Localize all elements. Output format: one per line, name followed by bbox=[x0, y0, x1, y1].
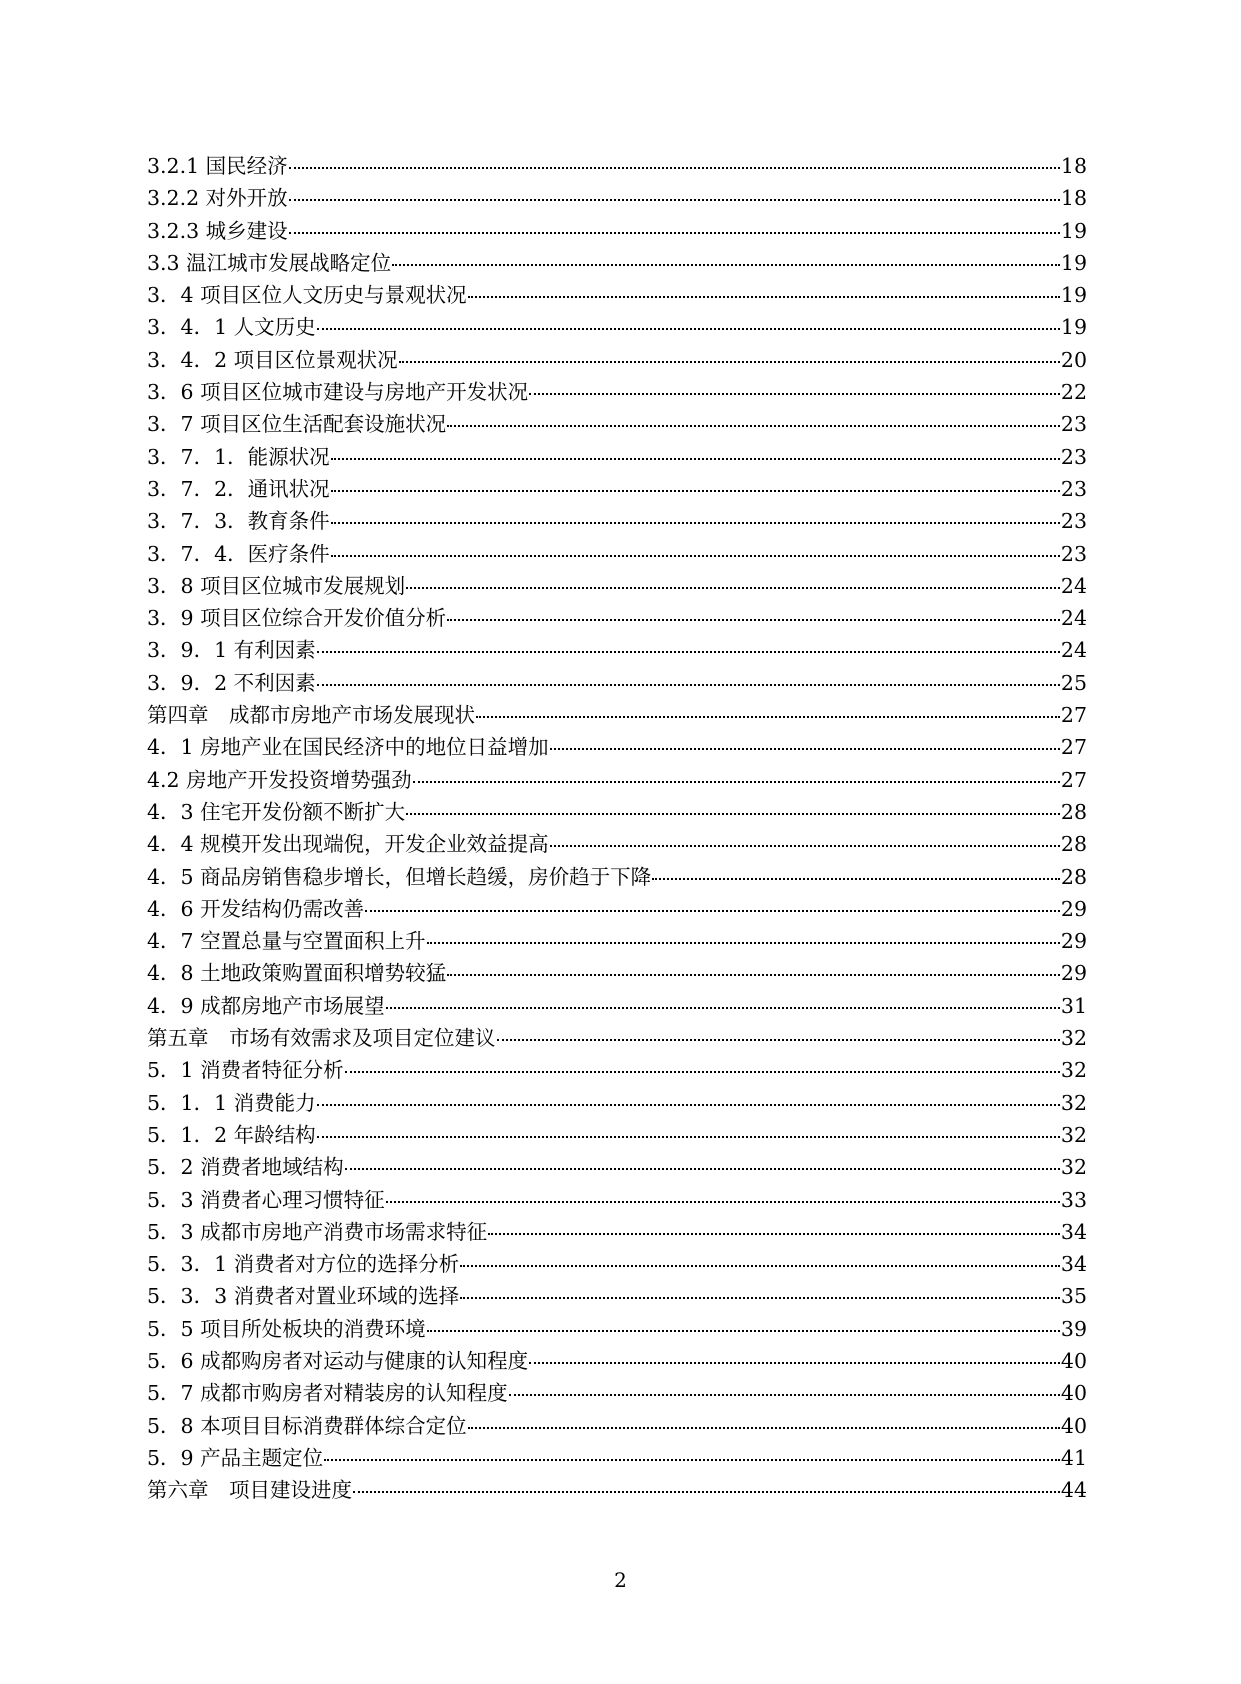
toc-entry-title: 3.2.2 对外开放 bbox=[147, 186, 288, 211]
toc-entry-title: 5．8 本项目目标消费群体综合定位 bbox=[147, 1413, 467, 1438]
toc-entry-page: 34 bbox=[1060, 1219, 1087, 1244]
toc-entry-title: 4．7 空置总量与空置面积上升 bbox=[147, 929, 426, 954]
toc-entry[interactable] bbox=[147, 1345, 1087, 1377]
toc-dot-leader bbox=[324, 1458, 1060, 1461]
toc-dot-leader bbox=[289, 166, 1060, 169]
toc-dot-leader bbox=[413, 780, 1060, 783]
toc-dot-leader bbox=[386, 1200, 1060, 1203]
toc-dot-leader bbox=[468, 295, 1060, 298]
toc-dot-leader bbox=[447, 973, 1060, 976]
toc-entry[interactable] bbox=[147, 796, 1087, 828]
toc-entry[interactable] bbox=[147, 1022, 1087, 1054]
toc-entry-page: 32 bbox=[1060, 1026, 1087, 1051]
toc-entry-title: 3．4 项目区位人文历史与景观状况 bbox=[147, 283, 467, 308]
toc-entry[interactable] bbox=[147, 764, 1087, 796]
toc-entry[interactable] bbox=[147, 505, 1087, 537]
toc-dot-leader bbox=[509, 1393, 1060, 1396]
toc-entry[interactable] bbox=[147, 1410, 1087, 1442]
toc-dot-leader bbox=[386, 1006, 1060, 1009]
toc-entry-page: 32 bbox=[1060, 1090, 1087, 1115]
toc-entry-page: 19 bbox=[1060, 315, 1087, 340]
toc-dot-leader bbox=[529, 392, 1060, 395]
toc-entry-title: 3．4．2 项目区位景观状况 bbox=[147, 347, 398, 372]
toc-entry[interactable] bbox=[147, 1216, 1087, 1248]
toc-entry-page: 34 bbox=[1060, 1252, 1087, 1277]
toc-dot-leader bbox=[317, 650, 1060, 653]
toc-entry-title: 3.2.1 国民经济 bbox=[147, 154, 288, 178]
toc-entry-page: 32 bbox=[1060, 1122, 1087, 1147]
page-number: 2 bbox=[614, 1568, 627, 1592]
toc-entry-title: 5．6 成都购房者对运动与健康的认知程度 bbox=[147, 1348, 529, 1373]
toc-entry[interactable] bbox=[147, 957, 1087, 989]
toc-entry-title: 第五章 市场有效需求及项目定位建议 bbox=[147, 1026, 496, 1051]
toc-dot-leader bbox=[317, 327, 1060, 330]
toc-entry-page: 29 bbox=[1060, 929, 1087, 954]
toc-entry-title: 5．7 成都市购房者对精装房的认知程度 bbox=[147, 1381, 508, 1406]
toc-entry[interactable] bbox=[147, 376, 1087, 408]
toc-entry[interactable] bbox=[147, 602, 1087, 634]
toc-entry-title: 5．2 消费者地域结构 bbox=[147, 1155, 344, 1180]
toc-entry[interactable] bbox=[147, 925, 1087, 957]
toc-entry[interactable] bbox=[147, 1377, 1087, 1409]
toc-dot-leader bbox=[550, 844, 1060, 847]
toc-entry-title: 5．5 项目所处板块的消费环境 bbox=[147, 1316, 426, 1341]
table-of-contents bbox=[147, 150, 1087, 1506]
toc-entry-page: 31 bbox=[1060, 993, 1087, 1018]
toc-entry-title: 3．8 项目区位城市发展规划 bbox=[147, 573, 406, 598]
toc-entry-page: 28 bbox=[1060, 799, 1087, 824]
toc-entry[interactable] bbox=[147, 1474, 1087, 1506]
toc-entry-page: 41 bbox=[1060, 1445, 1087, 1470]
toc-entry-page: 29 bbox=[1060, 896, 1087, 921]
toc-entry-page: 40 bbox=[1060, 1381, 1087, 1406]
toc-entry-page: 32 bbox=[1060, 1155, 1087, 1180]
toc-entry-title: 3．7．1．能源状况 bbox=[147, 444, 330, 469]
toc-dot-leader bbox=[317, 1135, 1060, 1138]
toc-dot-leader bbox=[345, 1167, 1060, 1170]
toc-dot-leader bbox=[460, 1264, 1060, 1267]
toc-entry-title: 3．9．2 不利因素 bbox=[147, 670, 316, 695]
toc-entry[interactable] bbox=[147, 279, 1087, 311]
toc-entry-page: 18 bbox=[1060, 154, 1087, 178]
toc-dot-leader bbox=[488, 1232, 1060, 1235]
toc-dot-leader bbox=[406, 586, 1060, 589]
toc-dot-leader bbox=[550, 747, 1060, 750]
toc-entry-title: 3．7．4．医疗条件 bbox=[147, 541, 330, 566]
toc-dot-leader bbox=[365, 909, 1060, 912]
toc-entry-page: 23 bbox=[1060, 541, 1087, 566]
toc-entry-page: 44 bbox=[1060, 1478, 1087, 1503]
toc-entry-page: 33 bbox=[1060, 1187, 1087, 1212]
toc-entry-title: 4．8 土地政策购置面积增势较猛 bbox=[147, 961, 447, 986]
toc-entry-page: 29 bbox=[1060, 961, 1087, 986]
toc-entry-title: 4．5 商品房销售稳步增长，但增长趋缓，房价趋于下降 bbox=[147, 864, 652, 889]
toc-entry-title: 第四章 成都市房地产市场发展现状 bbox=[147, 703, 475, 728]
toc-entry[interactable] bbox=[147, 1119, 1087, 1151]
toc-entry-page: 28 bbox=[1060, 864, 1087, 889]
toc-dot-leader bbox=[652, 877, 1060, 880]
toc-dot-leader bbox=[317, 683, 1060, 686]
toc-entry-title: 第六章 项目建设进度 bbox=[147, 1478, 352, 1503]
toc-entry-page: 23 bbox=[1060, 476, 1087, 501]
toc-dot-leader bbox=[399, 360, 1060, 363]
toc-entry-title: 5．3 消费者心理习惯特征 bbox=[147, 1187, 385, 1212]
toc-dot-leader bbox=[468, 1426, 1060, 1429]
toc-entry-page: 27 bbox=[1060, 703, 1087, 728]
toc-entry[interactable] bbox=[147, 1184, 1087, 1216]
toc-entry[interactable] bbox=[147, 150, 1087, 182]
toc-entry-title: 3.3 温江城市发展战略定位 bbox=[147, 250, 392, 275]
toc-entry-page: 23 bbox=[1060, 412, 1087, 437]
toc-entry-title: 5．9 产品主题定位 bbox=[147, 1445, 324, 1470]
toc-entry[interactable] bbox=[147, 990, 1087, 1022]
toc-entry[interactable] bbox=[147, 828, 1087, 860]
toc-entry-page: 24 bbox=[1060, 638, 1087, 663]
toc-entry-title: 5．1 消费者特征分析 bbox=[147, 1058, 344, 1083]
toc-entry-title: 5．3 成都市房地产消费市场需求特征 bbox=[147, 1219, 488, 1244]
toc-entry[interactable] bbox=[147, 861, 1087, 893]
toc-entry[interactable] bbox=[147, 731, 1087, 763]
toc-entry-title: 3．6 项目区位城市建设与房地产开发状况 bbox=[147, 380, 529, 405]
toc-entry-title: 5．1．2 年龄结构 bbox=[147, 1122, 316, 1147]
toc-entry-title: 3．9 项目区位综合开发价值分析 bbox=[147, 606, 447, 631]
toc-entry-page: 19 bbox=[1060, 283, 1087, 308]
toc-entry-page: 19 bbox=[1060, 218, 1087, 243]
toc-entry-page: 25 bbox=[1060, 670, 1087, 695]
toc-entry[interactable] bbox=[147, 893, 1087, 925]
toc-entry[interactable] bbox=[147, 1280, 1087, 1312]
toc-entry-title: 4.2 房地产开发投资增势强劲 bbox=[147, 767, 412, 792]
toc-entry-page: 23 bbox=[1060, 509, 1087, 534]
toc-dot-leader bbox=[353, 1490, 1060, 1493]
toc-entry-title: 4．4 规模开发出现端倪，开发企业效益提高 bbox=[147, 832, 549, 857]
toc-entry-page: 35 bbox=[1060, 1284, 1087, 1309]
toc-dot-leader bbox=[345, 1070, 1060, 1073]
toc-dot-leader bbox=[317, 1103, 1060, 1106]
toc-entry-title: 4．3 住宅开发份额不断扩大 bbox=[147, 799, 406, 824]
toc-entry[interactable] bbox=[147, 215, 1087, 247]
toc-entry-page: 18 bbox=[1060, 186, 1087, 211]
toc-dot-leader bbox=[331, 554, 1060, 557]
toc-entry[interactable] bbox=[147, 634, 1087, 666]
toc-entry[interactable] bbox=[147, 344, 1087, 376]
toc-dot-leader bbox=[460, 1296, 1060, 1299]
toc-entry[interactable] bbox=[147, 182, 1087, 214]
toc-entry-title: 4．9 成都房地产市场展望 bbox=[147, 993, 385, 1018]
toc-entry[interactable] bbox=[147, 441, 1087, 473]
toc-entry-title: 4．1 房地产业在国民经济中的地位日益增加 bbox=[147, 735, 549, 760]
toc-entry[interactable] bbox=[147, 473, 1087, 505]
toc-dot-leader bbox=[447, 618, 1060, 621]
toc-entry-title: 3．4．1 人文历史 bbox=[147, 315, 316, 340]
toc-entry-title: 4．6 开发结构仍需改善 bbox=[147, 896, 365, 921]
toc-entry-page: 20 bbox=[1060, 347, 1087, 372]
toc-entry[interactable] bbox=[147, 1248, 1087, 1280]
toc-dot-leader bbox=[406, 812, 1060, 815]
toc-dot-leader bbox=[331, 489, 1060, 492]
toc-entry-page: 27 bbox=[1060, 735, 1087, 760]
toc-dot-leader bbox=[331, 521, 1060, 524]
toc-dot-leader bbox=[529, 1361, 1060, 1364]
toc-entry-page: 40 bbox=[1060, 1413, 1087, 1438]
toc-entry-title: 3．9．1 有利因素 bbox=[147, 638, 316, 663]
toc-entry-page: 27 bbox=[1060, 767, 1087, 792]
toc-entry-page: 24 bbox=[1060, 606, 1087, 631]
toc-entry[interactable] bbox=[147, 538, 1087, 570]
toc-entry-page: 40 bbox=[1060, 1348, 1087, 1373]
toc-entry-title: 5．3．3 消费者对置业环域的选择 bbox=[147, 1284, 460, 1309]
toc-entry-title: 3．7 项目区位生活配套设施状况 bbox=[147, 412, 447, 437]
toc-dot-leader bbox=[289, 231, 1060, 234]
toc-entry-title: 3.2.3 城乡建设 bbox=[147, 218, 288, 243]
toc-entry-page: 19 bbox=[1060, 250, 1087, 275]
toc-dot-leader bbox=[476, 715, 1060, 718]
toc-dot-leader bbox=[331, 457, 1060, 460]
toc-entry[interactable] bbox=[147, 311, 1087, 343]
toc-entry[interactable] bbox=[147, 1054, 1087, 1086]
toc-dot-leader bbox=[427, 1329, 1060, 1332]
toc-dot-leader bbox=[447, 424, 1060, 427]
toc-entry[interactable] bbox=[147, 408, 1087, 440]
toc-entry-title: 5．1．1 消费能力 bbox=[147, 1090, 316, 1115]
toc-entry-title: 3．7．2．通讯状况 bbox=[147, 476, 330, 501]
toc-dot-leader bbox=[392, 263, 1060, 266]
toc-entry-title: 3．7．3．教育条件 bbox=[147, 509, 330, 534]
toc-entry[interactable] bbox=[147, 247, 1087, 279]
toc-entry[interactable] bbox=[147, 1151, 1087, 1183]
toc-entry[interactable] bbox=[147, 667, 1087, 699]
toc-dot-leader bbox=[427, 941, 1060, 944]
toc-entry-page: 24 bbox=[1060, 573, 1087, 598]
toc-entry-page: 32 bbox=[1060, 1058, 1087, 1083]
toc-entry[interactable] bbox=[147, 570, 1087, 602]
toc-entry[interactable] bbox=[147, 1087, 1087, 1119]
toc-entry-page: 23 bbox=[1060, 444, 1087, 469]
toc-entry[interactable] bbox=[147, 699, 1087, 731]
toc-entry[interactable] bbox=[147, 1442, 1087, 1474]
toc-entry[interactable] bbox=[147, 1313, 1087, 1345]
toc-entry-page: 39 bbox=[1060, 1316, 1087, 1341]
toc-dot-leader bbox=[289, 198, 1060, 201]
toc-entry-page: 28 bbox=[1060, 832, 1087, 857]
toc-entry-title: 5．3．1 消费者对方位的选择分析 bbox=[147, 1252, 460, 1277]
toc-dot-leader bbox=[497, 1038, 1060, 1041]
toc-entry-page: 22 bbox=[1060, 380, 1087, 405]
